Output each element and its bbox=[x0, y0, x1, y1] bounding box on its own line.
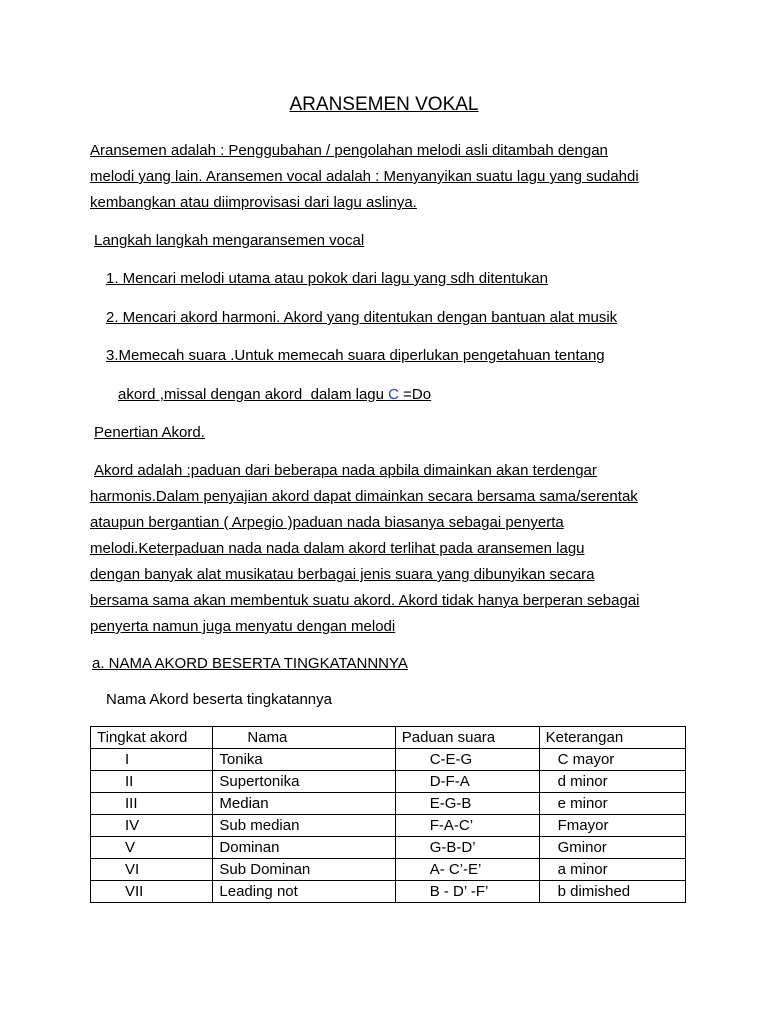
step-item: 1. Mencari melodi utama atau pokok dari lagu yang sdh ditentukan bbox=[106, 270, 548, 287]
step-item: 2. Mencari akord harmoni. Akord yang ditentukan dengan bantuan alat musik bbox=[106, 309, 618, 326]
cell-keterangan: Gminor bbox=[539, 837, 685, 859]
pengertian-paragraph bbox=[90, 461, 690, 643]
section-a-heading: a. NAMA AKORD BESERTA TINGKATANNNYA bbox=[92, 655, 408, 672]
cell-keterangan: e minor bbox=[539, 793, 685, 815]
cell-tingkat: I bbox=[91, 749, 213, 771]
cell-paduan: B - D’ -F’ bbox=[395, 881, 539, 903]
header-paduan: Paduan suara bbox=[395, 727, 539, 749]
table-row bbox=[91, 749, 686, 771]
table-header-row bbox=[91, 727, 686, 749]
intro-line: melodi yang lain. Aransemen vocal adalah : Menyanyikan suatu lagu yang sudahdi bbox=[90, 168, 639, 185]
step-item: 3.Memecah suara .Untuk memecah suara diperlukan pengetahuan tentang bbox=[106, 347, 605, 364]
page-title: ARANSEMEN VOKAL bbox=[289, 94, 479, 115]
step-cont-text-end: =Do bbox=[399, 386, 432, 403]
pengertian-line: dengan banyak alat musikatau berbagai jenis suara yang dibunyikan secara bbox=[90, 566, 595, 583]
cell-paduan: F-A-C’ bbox=[395, 815, 539, 837]
cell-nama: Dominan bbox=[213, 837, 395, 859]
cell-tingkat: IV bbox=[91, 815, 213, 837]
akord-table bbox=[90, 726, 686, 903]
cell-nama: Sub median bbox=[213, 815, 395, 837]
table-row bbox=[91, 771, 686, 793]
steps-heading: Langkah langkah mengaransemen vocal bbox=[94, 232, 365, 249]
cell-paduan: C-E-G bbox=[395, 749, 539, 771]
table-caption: Nama Akord beserta tingkatannya bbox=[106, 691, 332, 708]
step-cont-note: C bbox=[388, 386, 399, 403]
cell-nama: Sub Dominan bbox=[213, 859, 395, 881]
pengertian-line: bersama sama akan membentuk suatu akord. Akord tidak hanya berperan sebagai bbox=[90, 592, 640, 609]
cell-paduan: G-B-D’ bbox=[395, 837, 539, 859]
cell-nama: Tonika bbox=[213, 749, 395, 771]
cell-keterangan: a minor bbox=[539, 859, 685, 881]
table-row bbox=[91, 793, 686, 815]
cell-tingkat: VI bbox=[91, 859, 213, 881]
table-row bbox=[91, 881, 686, 903]
cell-tingkat: III bbox=[91, 793, 213, 815]
intro-paragraph bbox=[90, 141, 690, 219]
pengertian-line: melodi.Keterpaduan nada nada dalam akord terlihat pada aransemen lagu bbox=[90, 540, 585, 557]
table-row bbox=[91, 859, 686, 881]
cell-nama: Supertonika bbox=[213, 771, 395, 793]
header-nama: Nama bbox=[213, 727, 395, 749]
cell-paduan: A- C’-E’ bbox=[395, 859, 539, 881]
cell-tingkat: VII bbox=[91, 881, 213, 903]
cell-keterangan: d minor bbox=[539, 771, 685, 793]
intro-line: Aransemen adalah : Penggubahan / pengolahan melodi asli ditambah dengan bbox=[90, 142, 608, 159]
pengertian-line: Akord adalah :paduan dari beberapa nada apbila dimainkan akan terdengar bbox=[94, 462, 597, 479]
cell-nama: Median bbox=[213, 793, 395, 815]
pengertian-line: harmonis.Dalam penyajian akord dapat dimainkan secara bersama sama/serentak bbox=[90, 488, 638, 505]
intro-line: kembangkan atau diimprovisasi dari lagu aslinya. bbox=[90, 194, 417, 211]
pengertian-line: ataupun bergantian ( Arpegio )paduan nada biasanya sebagai penyerta bbox=[90, 514, 564, 531]
cell-nama: Leading not bbox=[213, 881, 395, 903]
table-row bbox=[91, 815, 686, 837]
pengertian-line: penyerta namun juga menyatu dengan melodi bbox=[90, 618, 396, 635]
cell-keterangan: b dimished bbox=[539, 881, 685, 903]
step-cont-text: akord ,missal dengan akord dalam lagu bbox=[118, 386, 389, 403]
cell-keterangan: Fmayor bbox=[539, 815, 685, 837]
cell-tingkat: V bbox=[91, 837, 213, 859]
cell-tingkat: II bbox=[91, 771, 213, 793]
header-keterangan: Keterangan bbox=[539, 727, 685, 749]
cell-keterangan: C mayor bbox=[539, 749, 685, 771]
pengertian-heading: Penertian Akord. bbox=[94, 424, 205, 441]
table-row bbox=[91, 837, 686, 859]
header-tingkat: Tingkat akord bbox=[91, 727, 213, 749]
step-item-continuation bbox=[118, 385, 431, 405]
cell-paduan: D-F-A bbox=[395, 771, 539, 793]
cell-paduan: E-G-B bbox=[395, 793, 539, 815]
